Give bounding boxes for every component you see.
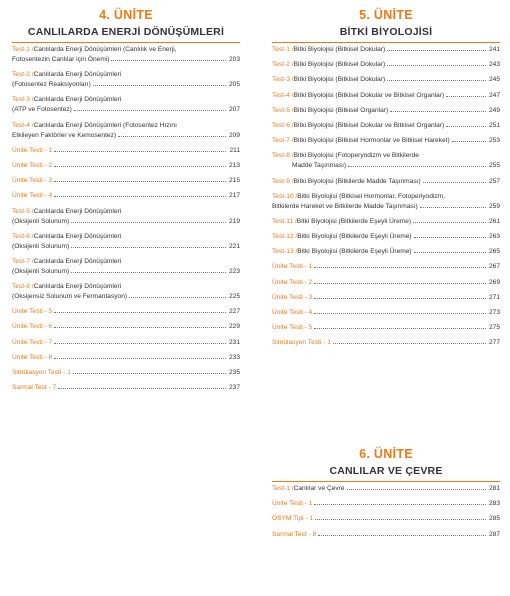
toc-entry-lead: Ünite Testi - 4 bbox=[12, 192, 53, 200]
toc-entry-lead: Test-7 / bbox=[12, 257, 34, 265]
toc-leader-dots bbox=[387, 50, 486, 51]
toc-entry-row bbox=[272, 151, 500, 161]
toc-entry-text: Canlılarda Enerji Dönüşümleri bbox=[33, 283, 122, 291]
toc-leader-dots bbox=[314, 283, 486, 284]
toc-entry[interactable] bbox=[272, 278, 500, 288]
toc-entry-lead: Test-7 / bbox=[272, 137, 294, 145]
toc-entry[interactable] bbox=[272, 75, 500, 85]
toc-entry[interactable] bbox=[12, 45, 240, 65]
toc-entry-text: Bitki Biyolojisi (Bitkilerde Eşeyli Üreme) bbox=[297, 248, 412, 256]
toc-entry-lead: Test-5 / bbox=[12, 207, 34, 215]
unit-6-header bbox=[272, 447, 500, 477]
toc-entry[interactable] bbox=[272, 60, 500, 70]
toc-entry-lead: Test-1 / bbox=[272, 485, 294, 492]
toc-entry[interactable] bbox=[12, 70, 240, 90]
toc-entry-row bbox=[272, 262, 500, 272]
toc-entry[interactable] bbox=[272, 45, 500, 55]
toc-entry-row bbox=[12, 207, 240, 217]
toc-entry-row bbox=[12, 45, 240, 55]
toc-page-number: 265 bbox=[488, 248, 500, 256]
toc-entry[interactable] bbox=[272, 484, 500, 494]
unit-4-title: CANLILARDA ENERJİ DÖNÜŞÜMLERİ bbox=[27, 26, 225, 38]
toc-entry[interactable] bbox=[12, 353, 240, 363]
toc-entry[interactable] bbox=[272, 192, 500, 212]
toc-entry-lead: Ünite Testi - 7 bbox=[12, 338, 53, 346]
toc-page-number: 269 bbox=[488, 278, 500, 286]
toc-entry-row bbox=[12, 242, 240, 252]
toc-entry-text: Bitki Biyolojisi (Bitkisel Hormonlar, Fotoperiyodizm, bbox=[297, 192, 445, 200]
toc-entry-lead: Simülasyon Testi - 1 bbox=[12, 369, 71, 376]
toc-page-number: 233 bbox=[228, 353, 240, 361]
toc-entry-lead: Test-12 / bbox=[272, 233, 298, 241]
toc-leader-dots bbox=[413, 222, 486, 223]
toc-entry[interactable] bbox=[12, 307, 240, 317]
toc-leader-dots bbox=[54, 151, 226, 152]
toc-leader-dots bbox=[314, 313, 486, 314]
toc-leader-dots bbox=[314, 298, 486, 299]
unit-5-title: BİTKİ BİYOLOJİSİ bbox=[339, 26, 433, 38]
toc-entry-lead: Ünite Testi - 5 bbox=[12, 308, 53, 316]
toc-page-number: 219 bbox=[228, 217, 240, 225]
toc-entry[interactable] bbox=[272, 499, 500, 509]
toc-entry[interactable] bbox=[272, 323, 500, 333]
toc-entry-text: Canlılarda Enerji Dönüşümleri bbox=[33, 257, 122, 265]
toc-entry[interactable] bbox=[12, 207, 240, 227]
toc-entry-lead: Test-9 / bbox=[272, 177, 294, 185]
toc-entry-text-continued: (Oksijensiz Solunum ve Fermantasyon) bbox=[12, 293, 128, 301]
toc-entry-row bbox=[12, 95, 240, 105]
toc-entry[interactable] bbox=[12, 121, 240, 141]
toc-entry-row bbox=[12, 292, 240, 302]
toc-entry[interactable] bbox=[12, 322, 240, 332]
toc-page-number: 223 bbox=[228, 267, 240, 275]
toc-entry-lead: Ünite Testi - 5 bbox=[272, 324, 313, 332]
toc-leader-dots bbox=[54, 166, 226, 167]
toc-entry-lead: Test-6 / bbox=[12, 232, 34, 240]
toc-entry-row bbox=[272, 106, 500, 116]
toc-entry-text: Bitki Biyolojisi (Bitkisel Dokular ve Bitkisel Organlar) bbox=[293, 91, 445, 99]
toc-leader-dots bbox=[71, 222, 226, 223]
toc-entry-row bbox=[12, 267, 240, 277]
toc-page-number: 245 bbox=[488, 76, 500, 84]
toc-entry-lead: Ünite Testi - 2 bbox=[272, 278, 313, 286]
toc-entry-row bbox=[272, 247, 500, 257]
toc-leader-dots bbox=[58, 388, 226, 389]
toc-page-number: 213 bbox=[228, 161, 240, 169]
toc-entry-text: Canlılarda Enerji Dönüşümleri (Fotosentez Hızını bbox=[33, 121, 177, 129]
toc-page-number: 237 bbox=[228, 384, 240, 392]
toc-entry-lead: Simülasyon Testi - 1 bbox=[272, 339, 331, 347]
toc-entry-row bbox=[272, 75, 500, 85]
unit-6-rule bbox=[272, 481, 500, 482]
toc-page-number: 227 bbox=[228, 308, 240, 316]
toc-entry-row bbox=[272, 60, 500, 70]
unit-4-header bbox=[12, 8, 240, 38]
toc-leader-dots bbox=[423, 182, 486, 183]
toc-leader-dots bbox=[420, 207, 486, 208]
toc-entry-row bbox=[272, 217, 500, 227]
toc-leader-dots bbox=[347, 489, 486, 490]
unit-5-column bbox=[272, 8, 500, 348]
toc-page-number: 287 bbox=[488, 530, 500, 538]
toc-entry[interactable] bbox=[272, 262, 500, 272]
toc-leader-dots bbox=[73, 373, 226, 374]
toc-entry-lead: Test-5 / bbox=[272, 106, 294, 114]
toc-entry[interactable] bbox=[12, 161, 240, 171]
toc-entry-text: Bitki Biyolojisi (Bitkilerde Eşeyli Üreme) bbox=[297, 233, 412, 241]
toc-page-number: 209 bbox=[228, 131, 240, 139]
unit-6-title: CANLILAR VE ÇEVRE bbox=[329, 465, 443, 477]
toc-page-number: 235 bbox=[228, 369, 240, 376]
toc-leader-dots bbox=[414, 237, 486, 238]
toc-leader-dots bbox=[54, 358, 226, 359]
toc-leader-dots bbox=[333, 343, 486, 344]
toc-entry-lead: Test-4 / bbox=[272, 91, 294, 99]
toc-entry-row bbox=[12, 176, 240, 186]
toc-entry-lead: Test-10 / bbox=[272, 192, 298, 200]
toc-entry-lead: Test-11 / bbox=[272, 217, 297, 225]
toc-entry-row bbox=[272, 161, 500, 171]
toc-entry-row bbox=[12, 217, 240, 227]
toc-page-number: 231 bbox=[228, 338, 240, 346]
toc-entry-row bbox=[272, 192, 500, 202]
toc-entry-row bbox=[12, 322, 240, 332]
toc-entry-row bbox=[12, 353, 240, 363]
toc-page-number: 229 bbox=[228, 323, 240, 331]
unit-5-number: 5. ÜNİTE bbox=[359, 8, 413, 22]
toc-leader-dots bbox=[387, 65, 486, 66]
toc-leader-dots bbox=[54, 181, 226, 182]
unit-6-column bbox=[272, 447, 500, 540]
toc-entry-row bbox=[12, 307, 240, 317]
toc-entry-row bbox=[12, 105, 240, 115]
toc-leader-dots bbox=[93, 85, 226, 86]
toc-entry-text-continued: (Fotosentez Reaksiyonları) bbox=[12, 81, 91, 89]
toc-entry-lead: Test-2 / bbox=[12, 71, 34, 79]
toc-page-number: 217 bbox=[228, 192, 240, 200]
toc-entry-lead: Ünite Testi - 6 bbox=[12, 323, 53, 331]
toc-entry-row bbox=[272, 323, 500, 333]
toc-entry-row bbox=[272, 293, 500, 303]
toc-entry[interactable] bbox=[272, 151, 500, 171]
toc-entry[interactable] bbox=[272, 530, 500, 540]
toc-entry-lead: Test-3 / bbox=[272, 76, 294, 84]
toc-page-number: 267 bbox=[488, 263, 500, 271]
toc-entry-text: Bitki Biyolojisi (Bitkisel Dokular) bbox=[293, 61, 386, 69]
toc-leader-dots bbox=[315, 519, 486, 520]
toc-entry[interactable] bbox=[272, 91, 500, 101]
toc-entry-lead: Sarmal Test - 8 bbox=[272, 530, 317, 538]
toc-page-number: 207 bbox=[228, 106, 240, 114]
toc-entry-lead: Ünite Testi - 1 bbox=[272, 500, 313, 508]
toc-leader-dots bbox=[74, 110, 226, 111]
toc-entry-lead: Test-1 / bbox=[12, 46, 34, 53]
toc-page-number: 283 bbox=[488, 500, 500, 508]
toc-entry[interactable] bbox=[12, 383, 240, 393]
toc-entry[interactable] bbox=[272, 338, 500, 348]
unit-6-entries bbox=[272, 484, 500, 540]
toc-entry-text: Bitki Biyolojisi (Bitkisel Dokular) bbox=[293, 76, 386, 84]
toc-entry-text: Canlılarda Enerji Dönüşümleri bbox=[33, 96, 122, 104]
toc-page-number: 247 bbox=[488, 91, 500, 99]
toc-entry-row bbox=[12, 191, 240, 201]
toc-leader-dots bbox=[129, 297, 226, 298]
toc-page-number: 271 bbox=[488, 293, 500, 301]
toc-page-number: 251 bbox=[488, 121, 500, 129]
toc-entry-lead: Test-8 / bbox=[12, 283, 34, 291]
toc-entry-text-continued: (Oksijenli Solunum) bbox=[12, 267, 70, 275]
toc-leader-dots bbox=[390, 111, 486, 112]
toc-entry-row bbox=[272, 121, 500, 131]
toc-entry-row bbox=[12, 146, 240, 156]
toc-entry-row bbox=[272, 202, 500, 212]
toc-entry-text: Canlılarda Enerji Dönüşümleri bbox=[33, 71, 122, 79]
toc-page-number: 243 bbox=[488, 61, 500, 69]
toc-entry[interactable] bbox=[272, 308, 500, 318]
toc-entry[interactable] bbox=[12, 282, 240, 302]
toc-leader-dots bbox=[314, 267, 486, 268]
toc-entry-row bbox=[272, 232, 500, 242]
toc-entry-row bbox=[272, 91, 500, 101]
toc-page-number: 277 bbox=[488, 339, 500, 347]
toc-leader-dots bbox=[54, 327, 226, 328]
toc-entry-lead: Ünite Testi - 2 bbox=[12, 161, 53, 169]
toc-entry-row bbox=[272, 338, 500, 348]
toc-entry[interactable] bbox=[12, 368, 240, 378]
toc-entry-row bbox=[12, 131, 240, 141]
unit-4-column bbox=[12, 8, 240, 393]
toc-entry[interactable] bbox=[272, 136, 500, 146]
toc-entry-row bbox=[12, 55, 240, 65]
toc-entry-row bbox=[12, 121, 240, 131]
toc-entry-text: Canlılarda Enerji Dönüşümleri bbox=[33, 232, 122, 240]
toc-leader-dots bbox=[54, 196, 226, 197]
toc-entry-row bbox=[12, 383, 240, 393]
toc-entry[interactable] bbox=[272, 217, 500, 227]
toc-entry-text-continued: (ATP ve Fotosentez) bbox=[12, 106, 72, 114]
toc-entry-text: Canlılarda Enerji Dönüşümleri (Canlılık ve Enerji, bbox=[33, 46, 177, 53]
toc-leader-dots bbox=[446, 126, 486, 127]
toc-entry-lead: Ünite Testi - 3 bbox=[272, 293, 313, 301]
toc-entry-row bbox=[272, 278, 500, 288]
toc-leader-dots bbox=[54, 312, 226, 313]
toc-entry-row bbox=[12, 282, 240, 292]
toc-entry-row bbox=[12, 80, 240, 90]
toc-entry[interactable] bbox=[12, 176, 240, 186]
toc-page-number: 273 bbox=[488, 309, 500, 316]
toc-entry[interactable] bbox=[12, 257, 240, 277]
toc-entry-row bbox=[272, 499, 500, 509]
toc-page-number: 215 bbox=[228, 177, 240, 185]
toc-entry-lead: ÖSYM Tipi - 1 bbox=[272, 515, 314, 523]
toc-entry-row bbox=[272, 484, 500, 494]
toc-leader-dots bbox=[414, 252, 486, 253]
unit-5-rule bbox=[272, 42, 500, 43]
toc-entry-text: Bitki Biyolojisi (Bitkilerde Madde Taşınması) bbox=[293, 177, 421, 185]
toc-page-number: 221 bbox=[228, 242, 240, 250]
toc-leader-dots bbox=[387, 80, 486, 81]
toc-entry-lead: Test-6 / bbox=[272, 121, 294, 129]
toc-entry-lead: Test-3 / bbox=[12, 96, 34, 104]
toc-entry-row bbox=[272, 136, 500, 146]
toc-page-number: 225 bbox=[228, 293, 240, 301]
toc-leader-dots bbox=[314, 504, 486, 505]
toc-entry-lead: Ünite Testi - 3 bbox=[12, 177, 53, 185]
toc-leader-dots bbox=[314, 328, 486, 329]
toc-page-number: 253 bbox=[488, 137, 500, 145]
toc-page-number: 205 bbox=[228, 81, 240, 89]
toc-entry-lead: Ünite Testi - 1 bbox=[272, 263, 313, 271]
toc-page-number: 285 bbox=[488, 515, 500, 523]
unit-4-entries bbox=[12, 45, 240, 393]
toc-entry-text-continued: (Oksijenli Solunum) bbox=[12, 217, 70, 225]
toc-entry-row bbox=[12, 368, 240, 378]
toc-entry-text-continued: Fotosentezin Canlılar için Önemi) bbox=[12, 56, 110, 63]
toc-page-number: 257 bbox=[488, 177, 500, 185]
toc-page-number: 263 bbox=[488, 233, 500, 241]
toc-entry-row bbox=[12, 161, 240, 171]
unit-6-number: 6. ÜNİTE bbox=[359, 447, 413, 461]
toc-leader-dots bbox=[71, 272, 226, 273]
toc-entry[interactable] bbox=[272, 247, 500, 257]
toc-leader-dots bbox=[446, 96, 486, 97]
toc-entry-row bbox=[272, 308, 500, 318]
toc-entry-row bbox=[272, 514, 500, 524]
toc-entry[interactable] bbox=[272, 177, 500, 187]
toc-entry-row bbox=[272, 177, 500, 187]
toc-page-number: 211 bbox=[229, 146, 240, 154]
toc-leader-dots bbox=[111, 60, 226, 61]
toc-leader-dots bbox=[348, 166, 486, 167]
toc-entry-text: Canlılar ve Çevre bbox=[293, 485, 345, 492]
toc-entry[interactable] bbox=[12, 191, 240, 201]
toc-entry-lead: Test-4 / bbox=[12, 121, 34, 129]
toc-entry[interactable] bbox=[272, 121, 500, 131]
toc-entry-row bbox=[12, 338, 240, 348]
toc-entry[interactable] bbox=[272, 106, 500, 116]
toc-entry-text-continued: Madde Taşınması) bbox=[292, 162, 347, 170]
toc-entry-lead: Test-8 / bbox=[272, 152, 294, 160]
toc-entry-lead: Ünite Testi - 8 bbox=[12, 353, 53, 361]
toc-leader-dots bbox=[118, 136, 226, 137]
toc-entry-row bbox=[12, 257, 240, 267]
toc-leader-dots bbox=[71, 247, 226, 248]
toc-entry[interactable] bbox=[12, 95, 240, 115]
toc-entry-text-continued: Bitkilerde Hareket ve Bitkilerde Madde Taşınması) bbox=[272, 202, 418, 210]
unit-4-rule bbox=[12, 42, 240, 43]
toc-entry-row bbox=[12, 70, 240, 80]
toc-page-number: 241 bbox=[488, 46, 500, 53]
toc-entry-row bbox=[272, 530, 500, 540]
toc-entry-lead: Test-1 / bbox=[272, 46, 294, 53]
toc-page-number: 249 bbox=[488, 106, 500, 114]
unit-5-entries bbox=[272, 45, 500, 348]
toc-entry-text: Bitki Biyolojisi (Fotoperyodizm ve Bitkilerde bbox=[293, 152, 419, 160]
toc-page-number: 261 bbox=[488, 217, 500, 225]
toc-leader-dots bbox=[452, 141, 486, 142]
unit-4-number: 4. ÜNİTE bbox=[99, 8, 153, 22]
toc-leader-dots bbox=[54, 343, 226, 344]
toc-entry-text: Bitki Biyolojisi (Bitkilerde Eşeyli Üreme) bbox=[296, 217, 412, 225]
toc-entry-lead: Ünite Testi - 1 bbox=[12, 146, 53, 154]
unit-5-header bbox=[272, 8, 500, 38]
toc-page-number: 203 bbox=[228, 56, 240, 63]
toc-entry-row bbox=[12, 232, 240, 242]
toc-page-number: 255 bbox=[488, 162, 500, 170]
toc-entry-text: Bitki Biyolojisi (Bitkisel Dokular ve Bitkisel Organlar) bbox=[293, 121, 445, 129]
toc-page-number: 281 bbox=[488, 485, 500, 492]
toc-entry-text: Bitki Biyolojisi (Bitkisel Dokular) bbox=[293, 46, 386, 53]
toc-entry-text-continued: (Oksijenli Solunum) bbox=[12, 242, 70, 250]
toc-entry-row bbox=[272, 45, 500, 55]
toc-entry[interactable] bbox=[272, 514, 500, 524]
toc-entry[interactable] bbox=[12, 338, 240, 348]
toc-entry[interactable] bbox=[272, 232, 500, 242]
toc-entry-text-continued: Etkileyen Faktörler ve Kemosentez) bbox=[12, 131, 117, 139]
toc-page-number: 275 bbox=[488, 324, 500, 332]
toc-entry-lead: Sarmal Test - 7 bbox=[12, 384, 57, 392]
toc-entry-lead: Test-13 / bbox=[272, 248, 298, 256]
toc-leader-dots bbox=[318, 535, 486, 536]
toc-page-number: 259 bbox=[488, 202, 500, 210]
toc-entry[interactable] bbox=[272, 293, 500, 303]
toc-entry-text: Bitki Biyolojisi (Bitkisel Organlar) bbox=[293, 106, 389, 114]
toc-entry-lead: Ünite Testi - 4 bbox=[272, 309, 313, 316]
toc-entry[interactable] bbox=[12, 232, 240, 252]
toc-entry[interactable] bbox=[12, 146, 240, 156]
toc-entry-lead: Test-2 / bbox=[272, 61, 294, 69]
toc-entry-text: Canlılarda Enerji Dönüşümleri bbox=[33, 207, 122, 215]
toc-entry-text: Bitki Biyolojisi (Bitkisel Hormonlar ve Bitkisel Hareket) bbox=[293, 137, 450, 145]
